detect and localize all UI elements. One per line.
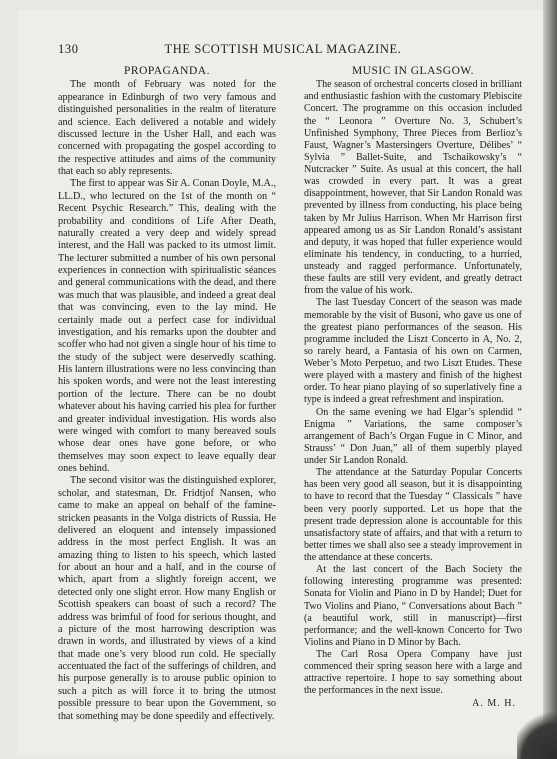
right-column (304, 64, 522, 710)
article-heading-music-in-glasgow: MUSIC IN GLASGOW. (351, 65, 475, 77)
article-paragraph: The season of orchestral concerts closed in brilliant and enthusiastic fashion with the customary Plebiscite Concert. The programme on this occasion included the “ Leonora ” Overture No. 3, Schubert’s Unfinished Symphony, Three Pieces from Berlioz’s Faust, Wagner’s Mastersingers Overture, Délibes’ “ Sylvia ” Ballet-Suite, and Tschaikowsky’s “ Nutcracker ” Suite. As usual at this concert, the hall was crowded in every part. It was a great disappointment, however, that Sir Landon Ronald was prevented by illness from conducting, his place being taken by Mr Julius Harrison. When Mr Harrison first appeared among us as Sir Landon Ronald’s assistant and deputy, it was hoped that fuller experience would eliminate his tendency, in conducting, to a hurried, unsteady and ragged performance. Unfortunately, these faults are still very evident, and greatly detract from the value of his work. (304, 79, 522, 297)
page-corner-shadow (517, 709, 557, 759)
article-paragraph: The second visitor was the distinguished explorer, scholar, and statesman, Dr. Fridtjof Nansen, who came to make an appeal on behalf of the famine-stricken peasants in the Volga districts of Russia. He delivered an eloquent and intensely impassioned address in the most perfect English. It was an amazing thing to listen to his speech, which lasted for about an hour and a half, and in the course of which, apart from a slightly foreign accent, we detected only one slight error. How many English or Scottish speakers can boast of such a record? The address was brimful of food for serious thought, and a picture of the most harrowing description was drawn in words, and illustrated by views of a kind that made one’s very blood run cold. He specially accentuated the fact of the sufferings of children, and his purpose generally is to arouse public opinion to such a pitch as will force it to bring the utmost possible pressure to bear upon the Government, so that something may be done speedily and effectively. (58, 475, 276, 722)
article-paragraph: The first to appear was Sir A. Conan Doyle, M.A., LL.D., who lectured on the 1st of the month on “ Recent Psychic Research.” This, dealing with the probability and conditions of Life After Death, naturally created a very deep and widely spread interest, and the Hall was packed to its utmost limit. The lecturer submitted a number of his own personal experiences in connection with spiritualistic séances and general communications with the dead, and there was much that was plausible, and indeed a great deal that was convincing, even to the lay mind. He certainly made out a perfect case for individual investigation, and his remarks upon the doubter and scoffer who had not given a single hour of his time to the study of the subject were deservedly scathing. His lantern illustrations were no less convincing than his spoken words, and were not the least interesting portion of the lecture. There can be no doubt whatever about his having carried his plea for further and greater individual investigation. His words also were winged with comfort to many bereaved souls whose dear ones have gone before, or who themselves may soon expect to leave equally dear ones behind. (58, 178, 276, 474)
journal-title: THE SCOTTISH MUSICAL MAGAZINE. (164, 42, 402, 56)
book-spine-shadow (543, 0, 557, 759)
left-column (58, 64, 276, 723)
page-number: 130 (58, 42, 79, 56)
article-paragraph: The month of February was noted for the appearance in Edinburgh of two very famous and distinguished personalities in the realm of literature and science. Each delivered a notable and widely discussed lecture in the Usher Hall, and each was concerned with propagating the gospel according to the respective attitudes and aims of the community that each so ably represents. (58, 79, 276, 177)
author-signature: A. M. H. (472, 697, 516, 709)
article-paragraph: The last Tuesday Concert of the season was made memorable by the visit of Busoni, who gave us one of the greatest piano performances of the season. His programme included the Liszt Concerto in A, No. 2, so rarely heard, a Fantasia of his own on Carmen, Weber’s Moto Perpetuo, and two Liszt Etudes. These were played with a mastery and finish of the highest order. To hear piano playing of so superlatively fine a type is indeed a great refreshment and inspiration. (304, 297, 522, 406)
article-paragraph: At the last concert of the Bach Society the following interesting programme was presented: Sonata for Violin and Piano in D by Handel; Duet for Two Violins and Piano, “ Conversations about Bach ” (a beautiful work, still in manuscript)—first performance; and the well-known Concerto for Two Violins and Piano in D Minor by Bach. (304, 564, 522, 648)
article-paragraph: The attendance at the Saturday Popular Concerts has been very good all season, but it is disappointing to have to record that the Tuesday “ Classicals ” have been very poorly supported. Let us hope that the present trade depression alone is accountable for this unsatisfactory state of affairs, and that with a return to better times we shall also see a steady improvement in the attendance at these concerts. (304, 467, 522, 563)
article-paragraph: On the same evening we had Elgar’s splendid “ Enigma ” Variations, the same composer’s arrangement of Bach’s Organ Fugue in C Minor, and Strauss’ “ Don Juan,” all of them superbly played under Sir Landon Ronald. (304, 406, 522, 466)
article-heading-propaganda: PROPAGANDA. (124, 65, 210, 77)
article-paragraph: The Carl Rosa Opera Company have just commenced their spring season here with a large and attractive repertoire. I hope to say something about the performances in the next issue. (304, 649, 522, 697)
